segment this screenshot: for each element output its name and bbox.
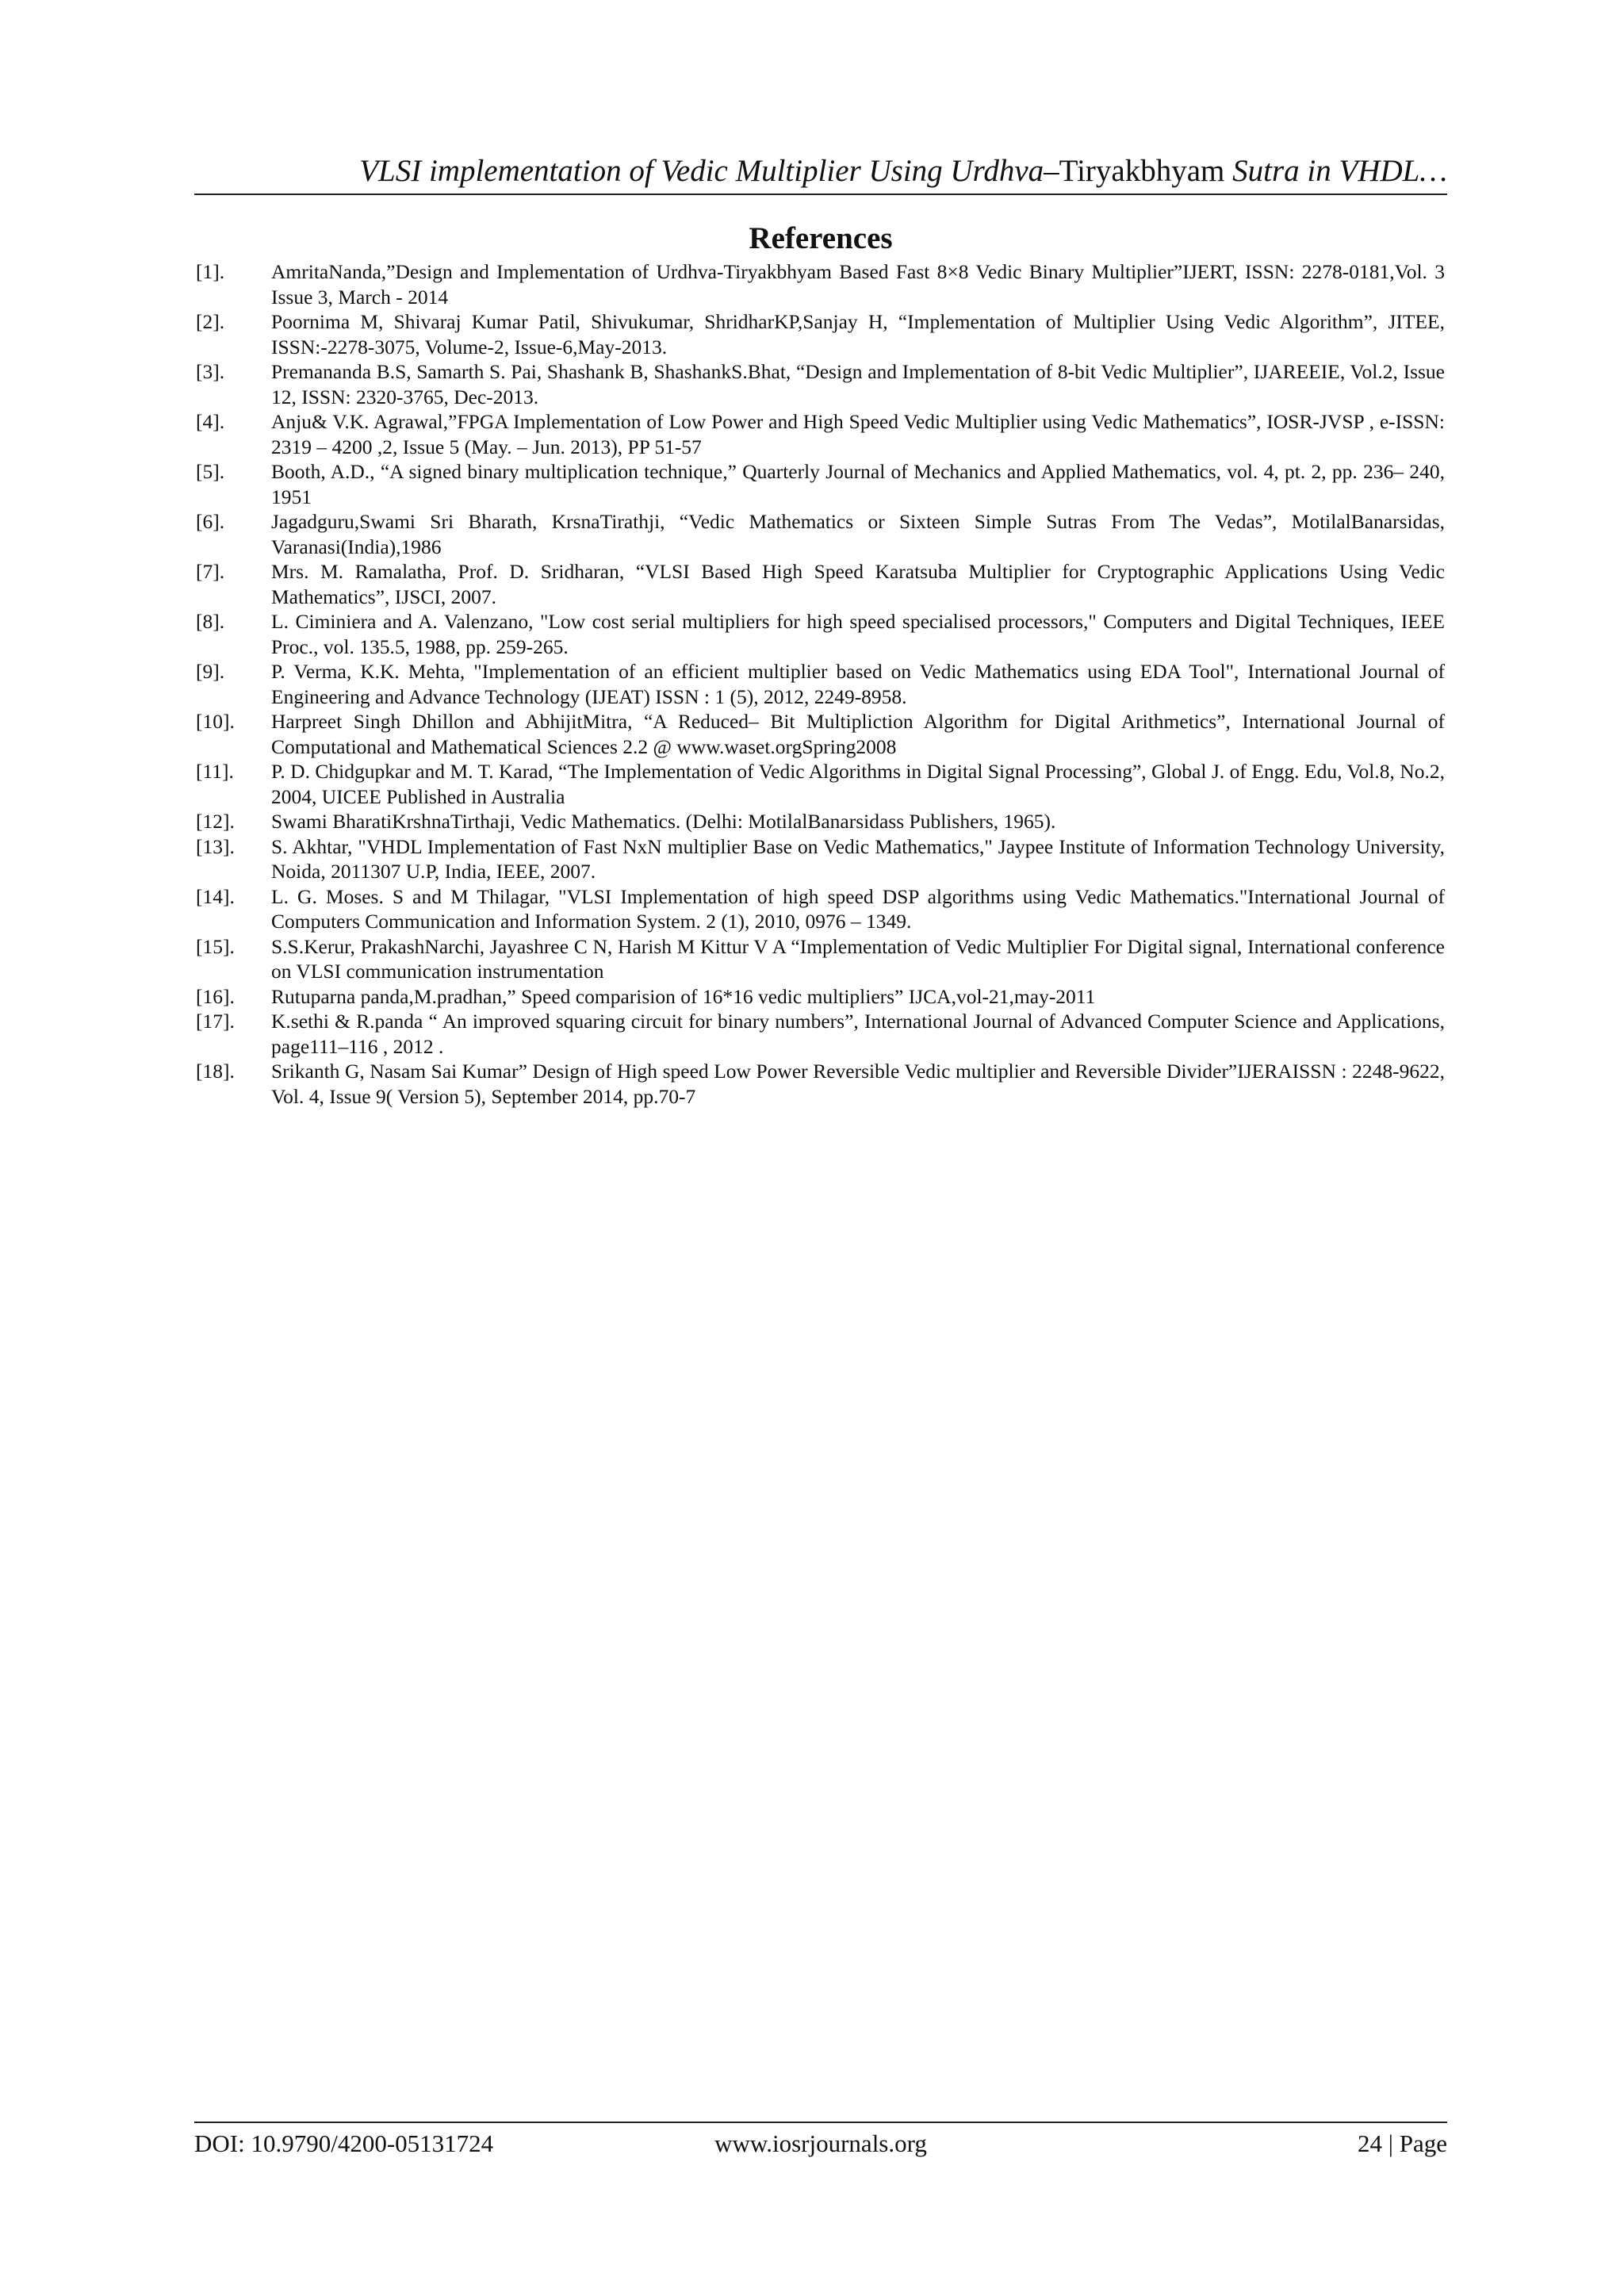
- reference-number: [5].: [196, 460, 225, 483]
- reference-item: [196, 1059, 1445, 1109]
- reference-number: [16].: [196, 984, 235, 1008]
- reference-item: [196, 609, 1445, 659]
- reference-item: [196, 659, 1445, 709]
- reference-number: [1].: [196, 260, 225, 283]
- reference-text: L. Ciminiera and A. Valenzano, "Low cost serial multipliers for high speed specialised processors," Computers and Digital Techniques, IEEE Proc., vol. 135.5, 1988, pp. 259-265.: [271, 610, 1445, 658]
- reference-text: Rutuparna panda,M.pradhan,” Speed comparision of 16*16 vedic multipliers” IJCA,vol-21,may-2011: [271, 984, 1096, 1008]
- reference-item: [196, 459, 1445, 509]
- footer-doi: DOI: 10.9790/4200-05131724: [194, 2129, 494, 2157]
- reference-text: Mrs. M. Ramalatha, Prof. D. Sridharan, “VLSI Based High Speed Karatsuba Multiplier for Cryptographic Applications Using Vedic Mathematics”, IJSCI, 2007.: [271, 560, 1445, 608]
- reference-text: S. Akhtar, "VHDL Implementation of Fast NxN multiplier Base on Vedic Mathematics," Jaypee Institute of Information Technology University, Noida, 2011307 U.P, India, IEEE, 2007.: [271, 834, 1445, 883]
- reference-text: Booth, A.D., “A signed binary multiplication technique,” Quarterly Journal of Mechanics and Applied Mathematics, vol. 4, pt. 2, pp. 236– 240, 1951: [271, 460, 1445, 508]
- reference-item: [196, 309, 1445, 359]
- reference-number: [7].: [196, 560, 225, 583]
- reference-item: [196, 259, 1445, 309]
- reference-item: [196, 509, 1445, 559]
- reference-number: [8].: [196, 610, 225, 633]
- footer-website: www.iosrjournals.org: [714, 2129, 927, 2157]
- header-divider: [194, 194, 1447, 195]
- reference-item: [196, 809, 1445, 834]
- reference-number: [6].: [196, 510, 225, 533]
- reference-text: K.sethi & R.panda “ An improved squaring circuit for binary numbers”, International Journal of Advanced Computer Science and Applications, page111–116 , 2012 .: [271, 1010, 1445, 1058]
- reference-number: [10].: [196, 710, 235, 733]
- reference-text: Anju& V.K. Agrawal,”FPGA Implementation of Low Power and High Speed Vedic Multiplier using Vedic Mathematics”, IOSR-JVSP , e-ISSN: 2319 – 4200 ,2, Issue 5 (May. – Jun. 2013), PP 51-57: [271, 410, 1445, 458]
- reference-number: [2].: [196, 310, 225, 333]
- reference-text: Premananda B.S, Samarth S. Pai, Shashank B, ShashankS.Bhat, “Design and Implementation of 8-bit Vedic Multiplier”, IJAREEIE, Vol.2, Issue 12, ISSN: 2320-3765, Dec-2013.: [271, 360, 1445, 408]
- header-title-part-1: VLSI implementation of Vedic Multiplier Using Urdhva–: [359, 154, 1059, 188]
- reference-item: [196, 359, 1445, 409]
- reference-item: [196, 759, 1445, 809]
- reference-text: Poornima M, Shivaraj Kumar Patil, Shivukumar, ShridharKP,Sanjay H, “Implementation of Multiplier Using Vedic Algorithm”, JITEE, ISSN:-2278-3075, Volume-2, Issue-6,May-2013.: [271, 310, 1445, 358]
- reference-number: [17].: [196, 1010, 235, 1033]
- header-title-part-3: Sutra in VHDL…: [1224, 154, 1447, 188]
- reference-item: [196, 934, 1445, 984]
- reference-number: [4].: [196, 410, 225, 433]
- reference-text: P. Verma, K.K. Mehta, "Implementation of an efficient multiplier based on Vedic Mathematics using EDA Tool", International Journal of Engineering and Advance Technology (IJEAT) ISSN : 1 (5), 2012, 2249-8958.: [271, 660, 1445, 708]
- reference-item: [196, 559, 1445, 609]
- reference-number: [3].: [196, 360, 225, 383]
- reference-number: [15].: [196, 934, 235, 958]
- reference-number: [11].: [196, 760, 234, 783]
- footer-page-number: 24 | Page: [1358, 2129, 1447, 2157]
- reference-number: [18].: [196, 1060, 235, 1083]
- references-list: [196, 259, 1445, 1109]
- reference-item: [196, 409, 1445, 459]
- reference-number: [13].: [196, 834, 235, 858]
- reference-text: P. D. Chidgupkar and M. T. Karad, “The Implementation of Vedic Algorithms in Digital Signal Processing”, Global J. of Engg. Edu, Vol.8, No.2, 2004, UICEE Published in Australia: [271, 760, 1445, 808]
- header-title-part-2: Tiryakbhyam: [1059, 154, 1225, 188]
- reference-number: [14].: [196, 884, 235, 908]
- reference-text: Srikanth G, Nasam Sai Kumar” Design of High speed Low Power Reversible Vedic multiplier and Reversible Divider”IJERAISSN : 2248-9622, Vol. 4, Issue 9( Version 5), September 2014, pp.70-7: [271, 1060, 1445, 1108]
- reference-item: [196, 884, 1445, 934]
- running-header-title: [194, 153, 1447, 190]
- reference-text: Swami BharatiKrshnaTirthaji, Vedic Mathematics. (Delhi: MotilalBanarsidass Publishers, 1965).: [271, 810, 1056, 833]
- footer-divider: [194, 2122, 1447, 2123]
- reference-item: [196, 1009, 1445, 1059]
- reference-text: AmritaNanda,”Design and Implementation of Urdhva-Tiryakbhyam Based Fast 8×8 Vedic Binary Multiplier”IJERT, ISSN: 2278-0181,Vol. 3 Issue 3, March - 2014: [271, 260, 1445, 309]
- reference-item: [196, 834, 1445, 884]
- references-heading: References: [749, 221, 893, 255]
- reference-item: [196, 709, 1445, 759]
- reference-number: [9].: [196, 660, 225, 683]
- reference-text: Jagadguru,Swami Sri Bharath, KrsnaTirathji, “Vedic Mathematics or Sixteen Simple Sutras From The Vedas”, MotilalBanarsidas, Varanasi(India),1986: [271, 510, 1445, 558]
- reference-text: S.S.Kerur, PrakashNarchi, Jayashree C N, Harish M Kittur V A “Implementation of Vedic Multiplier For Digital signal, International conference on VLSI communication instrumentation: [271, 934, 1445, 983]
- reference-text: L. G. Moses. S and M Thilagar, "VLSI Implementation of high speed DSP algorithms using Vedic Mathematics."International Journal of Computers Communication and Information System. 2 (1), 2010, 0976 – 1349.: [271, 884, 1445, 933]
- reference-text: Harpreet Singh Dhillon and AbhijitMitra, “A Reduced– Bit Multipliction Algorithm for Digital Arithmetics”, International Journal of Computational and Mathematical Sciences 2.2 @ www.waset.orgSpring2008: [271, 710, 1445, 758]
- reference-item: [196, 984, 1445, 1010]
- reference-number: [12].: [196, 810, 235, 833]
